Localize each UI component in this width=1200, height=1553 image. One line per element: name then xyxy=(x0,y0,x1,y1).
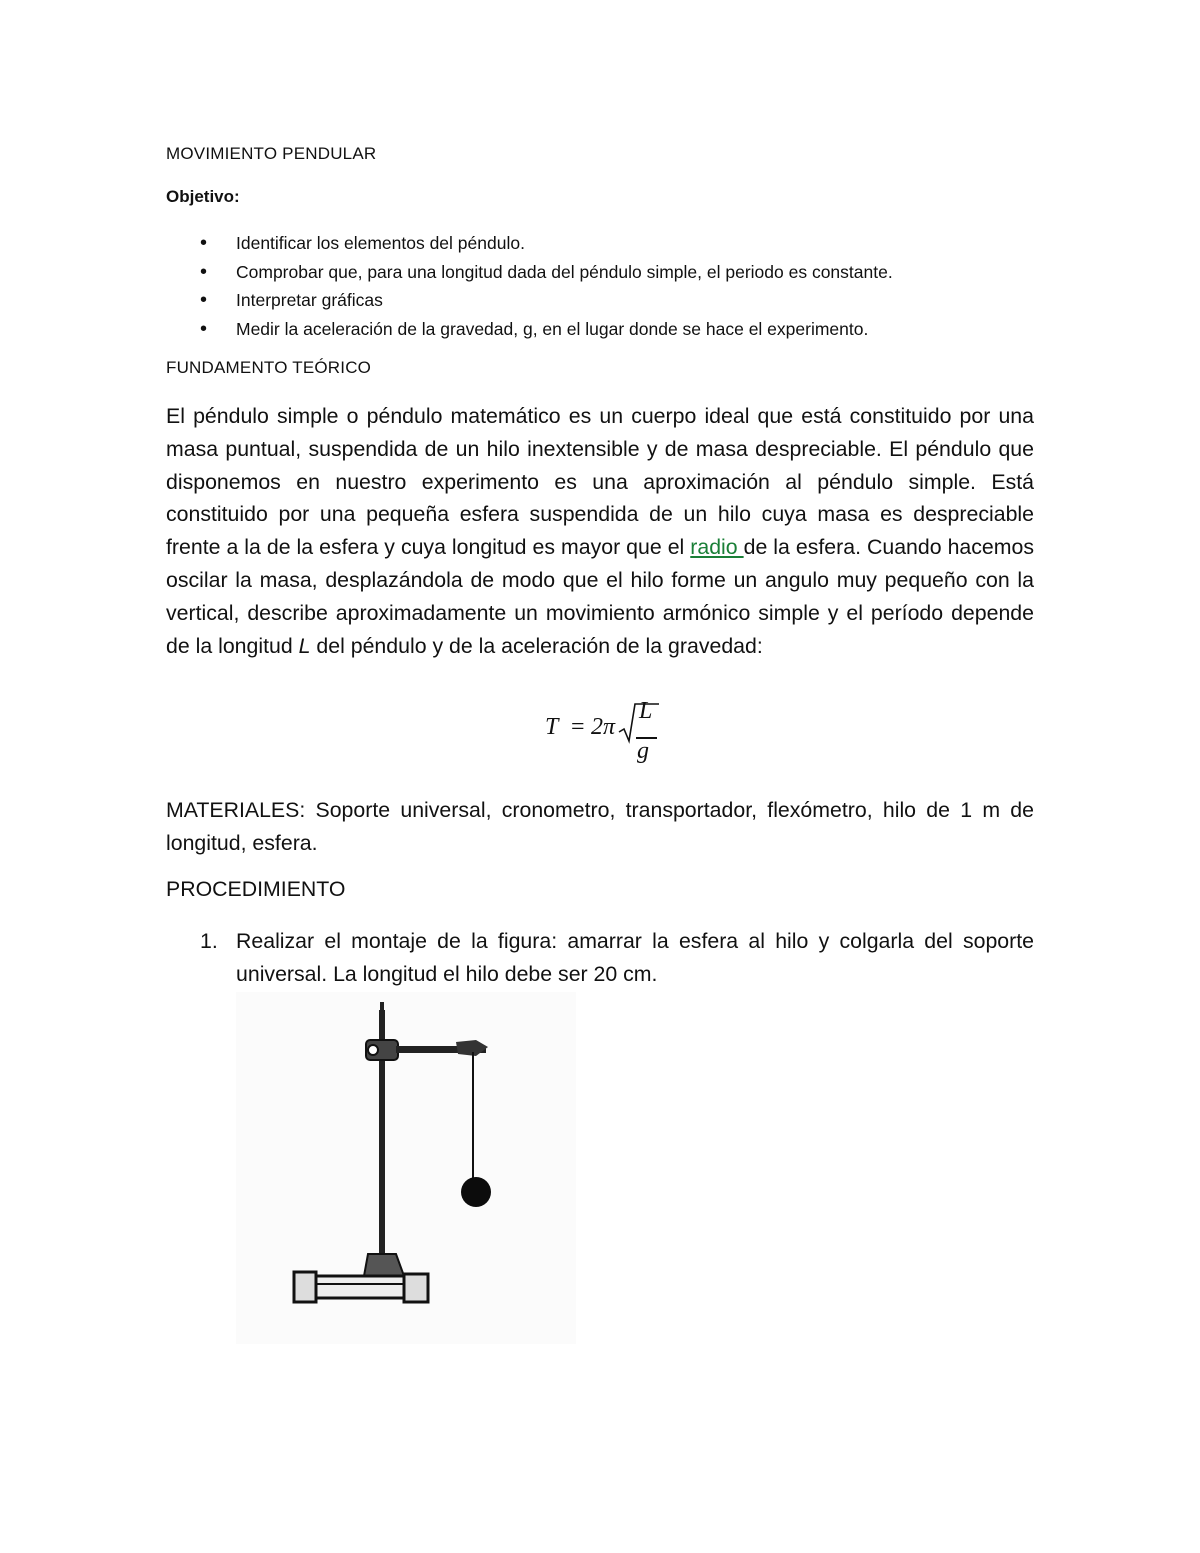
pendulum-figure xyxy=(236,992,576,1344)
theory-heading: FUNDAMENTO TEÓRICO xyxy=(166,358,372,377)
pendulum-stand-icon xyxy=(236,992,576,1344)
list-item: • Medir la aceleración de la gravedad, g, en el lugar donde se hace el experimento. xyxy=(166,315,893,344)
objective-list xyxy=(166,229,893,343)
bullet-icon: • xyxy=(200,260,208,283)
radio-link[interactable]: radio xyxy=(690,535,744,560)
procedure-steps xyxy=(166,925,1034,991)
list-item: 1. Realizar el montaje de la figura: amarrar la esfera al hilo y colgarla del soporte universal. La longitud el hilo debe ser 20 cm. xyxy=(200,929,1034,986)
period-formula: T = 2π L g xyxy=(545,694,665,770)
bullet-icon: • xyxy=(200,232,208,254)
list-item: • Identificar los elementos del péndulo. xyxy=(166,229,893,258)
list-item: • Comprobar que, para una longitud dada del péndulo simple, el periodo es constante. xyxy=(166,258,893,287)
document-title: MOVIMIENTO PENDULAR xyxy=(166,144,377,163)
objective-label: Objetivo: xyxy=(166,187,240,206)
theory-paragraph: El péndulo simple o péndulo matemático es un cuerpo ideal que está constituido por una masa puntual, suspendida de un hilo inextensible y de masa despreciable. El péndulo que disponemos en nuestro experimento es una aproximación al péndulo simple. Está constituido por una pequeña esfera suspendida de un hilo cuya masa es despreciable frente a la de la esfera y cuya longitud es mayor que el radio de la esfera. Cuando hacemos oscilar la masa, desplazándola de modo que el hilo forme un angulo muy pequeño con la vertical, describe aproximadamente un movimiento armónico simple y el período depende de la longitud L del péndulo y de la aceleración de la gravedad: xyxy=(166,404,1034,658)
materials-paragraph: MATERIALES: Soporte universal, cronometro, transportador, flexómetro, hilo de 1 m de longitud, esfera. xyxy=(166,798,1034,855)
list-item: • Interpretar gráficas xyxy=(166,286,893,315)
bullet-icon: • xyxy=(200,289,208,311)
bullet-icon: • xyxy=(200,317,208,340)
procedure-heading: PROCEDIMIENTO xyxy=(166,877,346,901)
length-variable: L xyxy=(298,633,311,658)
